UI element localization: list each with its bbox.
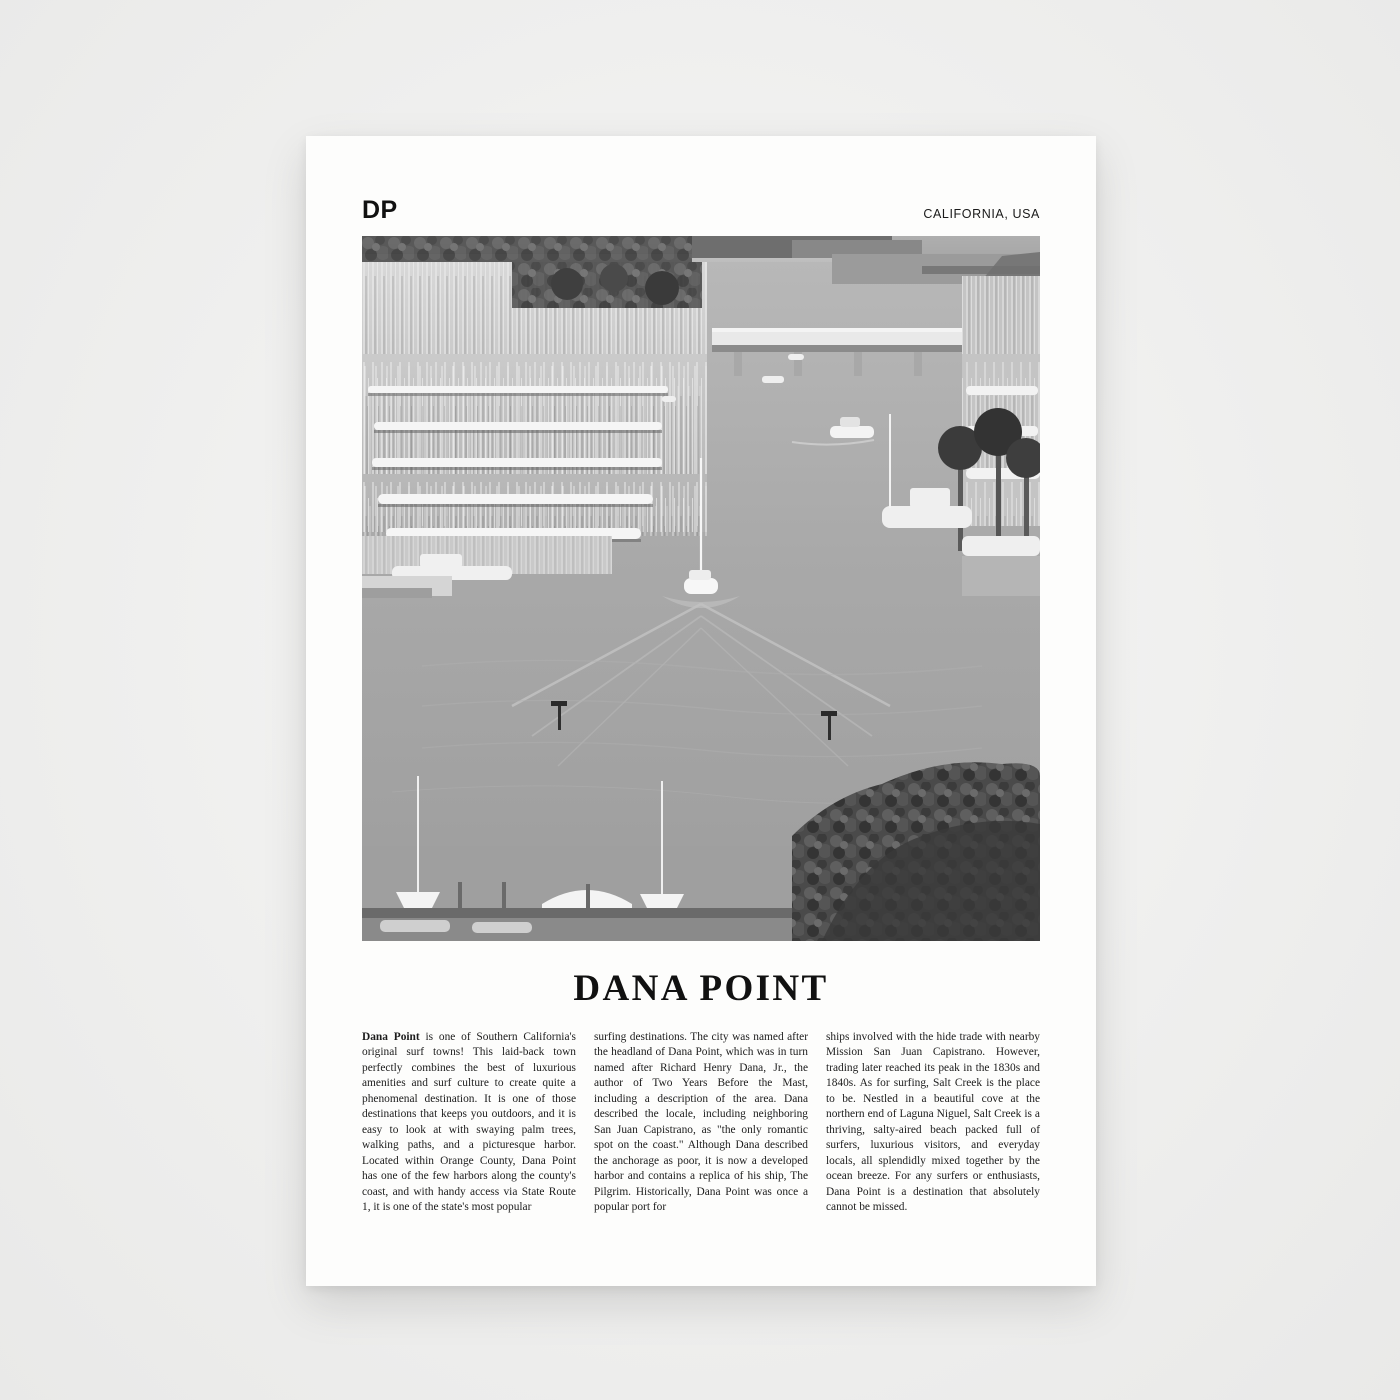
body-column-3: ships involved with the hide trade with nearby Mission San Juan Capistrano. However, trading later reached its peak in the 1830s and 1840s. As for surfing, Salt Creek is the place to be. Nestled in a beautiful cove at the northern end of Laguna Niguel, Salt Creek is a thriving, salty-aired beach packed full of surfers, luxurious visitors, and everyday locals, all splendidly mixed together by the ocean breeze. For any surfers or enthusiasts, Dana Point is a destination that absolutely cannot be missed.	[826, 1031, 1040, 1213]
harbor-photo	[362, 236, 1040, 941]
lead-in-text: Dana Point	[362, 1031, 420, 1043]
poster-header	[362, 198, 1040, 223]
harbor-photo-illustration	[362, 236, 1040, 941]
page-title: DANA POINT	[573, 968, 829, 1009]
body-column-1	[362, 1030, 576, 1215]
body-column-2: surfing destinations. The city was named after the headland of Dana Point, which was in turn named after Richard Henry Dana, Jr., the author of Two Years Before the Mast, including a description of the area. Dana described the locale, including neighboring San Juan Capistrano, as "the only romantic spot on the coast." Although Dana described the anchorage as poor, it is now a developed harbor and contains a replica of his ship, The Pilgrim. Historically, Dana Point was once a popular port for	[594, 1031, 808, 1213]
monogram-label: DP	[362, 196, 398, 224]
body-columns	[362, 1030, 1040, 1215]
body-text-1: is one of Southern California's original surf towns! This laid-back town perfectly combines the best of luxurious amenities and surf culture to create quite a phenomenal destination. It is one of those destinations that keeps you outdoors, and it is easy to look at with swaying palm trees, walking paths, and a picturesque harbor. Located within Orange County, Dana Point has one of the few harbors along the county's coast, and with handy access via State Route 1, it is one of the state's most popular	[362, 1031, 576, 1213]
region-label: CALIFORNIA, USA	[923, 207, 1040, 221]
poster	[306, 136, 1096, 1286]
